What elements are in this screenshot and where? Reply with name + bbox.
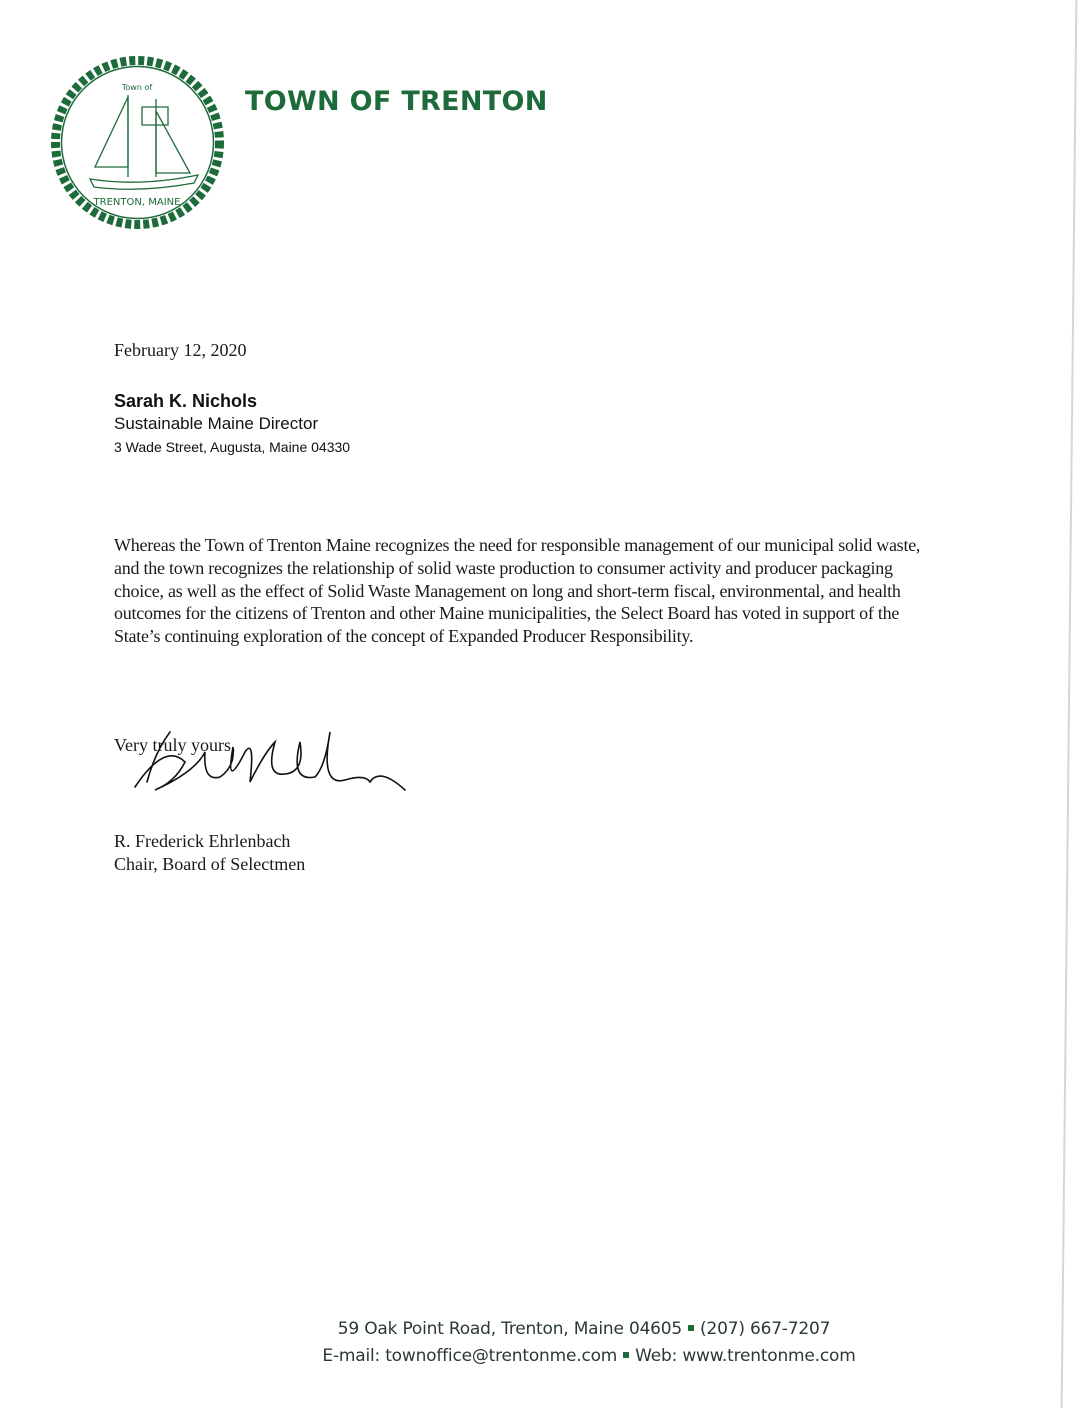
ship-icon bbox=[90, 95, 198, 189]
recipient-address: 3 Wade Street, Augusta, Maine 04330 bbox=[114, 439, 351, 455]
letter-date: February 12, 2020 bbox=[114, 340, 247, 360]
signer-name: R. Frederick Ehrlenbach bbox=[114, 831, 291, 851]
seal-text-bottom: TRENTON, MAINE bbox=[93, 197, 181, 208]
footer-phone: (207) 667-7207 bbox=[700, 1319, 831, 1339]
footer-line-2 bbox=[45, 1346, 1088, 1366]
recipient-name: Sarah K. Nichols bbox=[114, 391, 258, 411]
recipient-title: Sustainable Maine Director bbox=[114, 414, 319, 433]
letterhead-title: TOWN OF TRENTON bbox=[245, 86, 548, 117]
scan-page-edge bbox=[1061, 0, 1078, 1408]
footer-email: E-mail: townoffice@trentonme.com bbox=[322, 1346, 618, 1366]
footer-web: Web: www.trentonme.com bbox=[635, 1346, 856, 1366]
bullet-separator bbox=[688, 1325, 694, 1331]
handwritten-signature bbox=[125, 712, 425, 802]
letter-closing: Very truly yours, bbox=[114, 735, 236, 755]
footer-address: 59 Oak Point Road, Trenton, Maine 04605 bbox=[337, 1319, 683, 1339]
letter-body: Whereas the Town of Trenton Maine recognizes the need for responsible management of our municipal solid waste, and the town recognizes the relationship of solid waste production to consumer activity and producer packaging choice, as well as the effect of Solid Waste Management on long and short-term fiscal, environmental, and health outcomes for the citizens of Trenton and other Maine municipalities, the Select Board has voted in support of the State’s continuing exploration of the concept of Expanded Producer Responsibility. bbox=[114, 535, 921, 647]
seal-text-top: Town of bbox=[121, 83, 153, 92]
signer-title: Chair, Board of Selectmen bbox=[114, 854, 306, 874]
footer-line-1 bbox=[40, 1319, 1088, 1339]
town-seal-logo bbox=[50, 55, 225, 230]
bullet-separator bbox=[623, 1352, 629, 1358]
